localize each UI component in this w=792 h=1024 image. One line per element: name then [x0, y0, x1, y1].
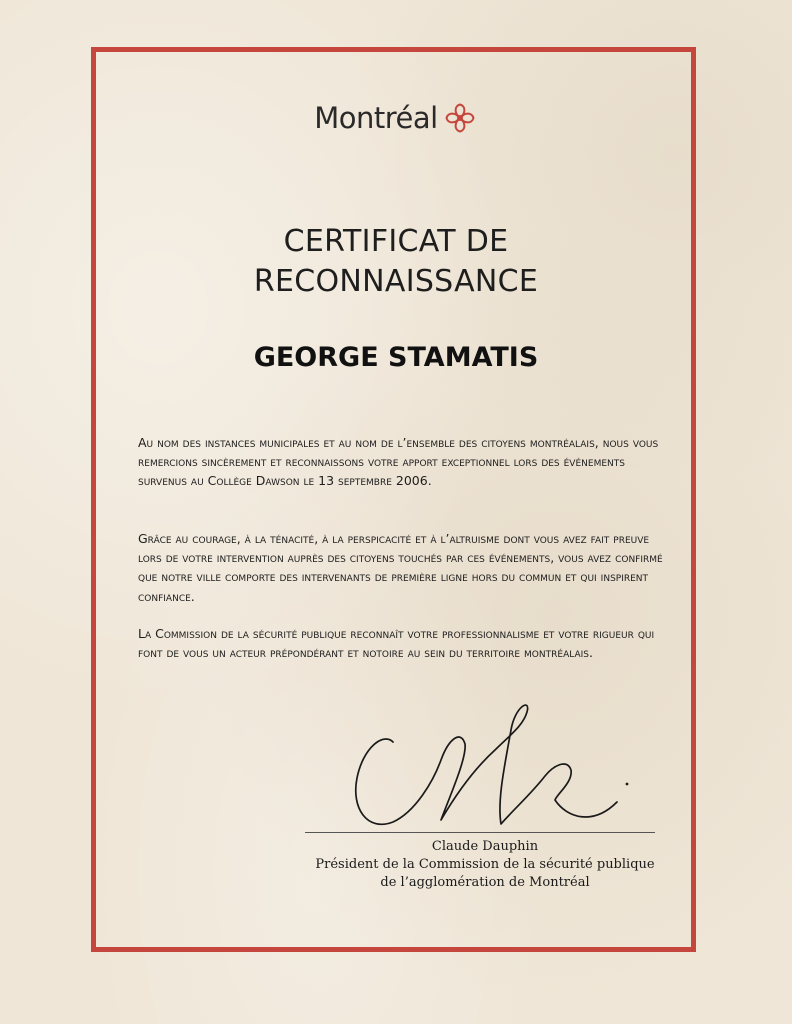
title-line-2: RECONNAISSANCE	[253, 264, 539, 299]
signer-block	[300, 838, 670, 892]
handwritten-signature	[345, 700, 635, 840]
montreal-logo	[0, 96, 792, 140]
logo-wordmark: Montréal	[314, 101, 438, 135]
recipient-name: GEORGE STAMATIS	[253, 342, 539, 373]
paragraph-1: Au nom des instances municipales et au nom de l’ensemble des citoyens montréalais, nous vous remercions sincèrement et reconnaissons votre apport exceptionnel lors des événements survenus au Collège Dawson le 13 septembre 2006.	[138, 435, 659, 489]
certificate-title	[0, 222, 792, 302]
signer-name: Claude Dauphin	[431, 839, 539, 854]
paragraph-2: Grâce au courage, à la ténacité, à la perspicacité et à l’altruisme dont vous avez fait preuve lors de votre intervention auprès des citoyens touchés par ces événements, vous avez confirmé que notre ville comporte des intervenants de première ligne hors du commun et qui inspirent confiance.	[138, 531, 663, 604]
montreal-flower-icon	[442, 100, 478, 136]
title-line-1: CERTIFICAT DE	[283, 224, 509, 259]
signer-title-line-1: Président de la Commission de la sécurité publique	[315, 857, 655, 872]
paragraph-3: La Commission de la sécurité publique reconnaît votre professionnalisme et votre rigueur qui font de vous un acteur prépondérant et notoire au sein du territoire montréalais.	[138, 626, 655, 661]
signer-title-line-2: de l’agglomération de Montréal	[380, 875, 590, 890]
signature-line	[305, 832, 655, 833]
